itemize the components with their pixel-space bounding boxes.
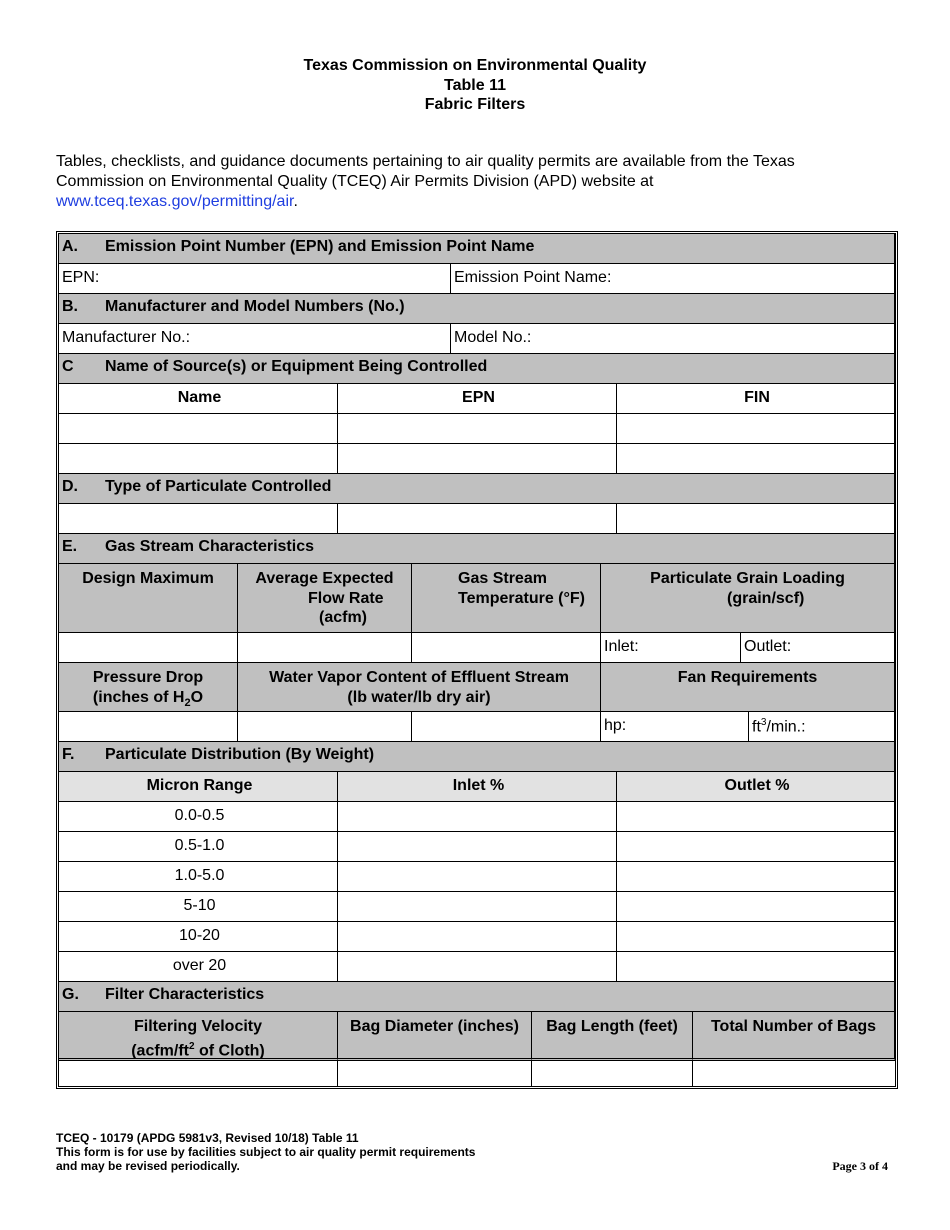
ft-label-rest: /min.: [766,718,806,736]
manufacturer-no-label: Manufacturer No.: [62,329,191,346]
section-title: Emission Point Number (EPN) and Emission Point Name [105,238,535,255]
inlet-percent-input[interactable] [338,802,617,832]
section-title: Particulate Distribution (By Weight) [105,746,375,763]
section-title: Name of Source(s) or Equipment Being Controlled [105,358,488,375]
col-header-epn: EPN [338,384,617,414]
outlet-percent-input[interactable] [617,862,895,892]
section-a-header [59,234,895,264]
filtering-velocity-input[interactable] [59,1061,338,1086]
micron-range-cell: 5-10 [59,892,338,922]
section-letter: D. [62,478,78,495]
intro-text: Tables, checklists, and guidance documents pertaining to air quality permits are available from the Texas Commission on Environmental Quality (TCEQ) Air Permits Division (APD) website at [56,153,795,190]
emission-point-name-field[interactable] [451,264,895,294]
gas-temp-line1: Gas Stream [458,570,547,587]
section-letter: G. [62,986,79,1003]
source-name-input[interactable] [59,444,338,474]
col-header-fin: FIN [617,384,895,414]
section-title: Type of Particulate Controlled [105,478,332,495]
water-vapor-input[interactable] [238,712,412,742]
hp-label: hp: [604,717,627,734]
form-footer [56,1131,475,1173]
source-fin-input[interactable] [617,414,895,444]
design-maximum-input[interactable] [59,633,238,663]
outlet-percent-input[interactable] [617,922,895,952]
document-header [0,56,950,115]
outlet-percent-input[interactable] [617,802,895,832]
filtering-velocity-header [59,1012,338,1061]
velocity-unit-close: of Cloth) [194,1041,265,1059]
bag-length-header: Bag Length (feet) [532,1012,693,1061]
usage-note-line2: and may be revised periodically. [56,1159,240,1173]
section-c-header [59,354,895,384]
ft-label: ft [752,718,761,736]
ft-superscript: 3 [760,717,767,728]
velocity-unit-superscript: 2 [189,1040,195,1052]
pressure-unit-close: O [190,688,204,706]
section-letter: A. [62,238,78,255]
velocity-unit-open: (acfm/ft [131,1041,189,1059]
section-f-header [59,742,895,772]
pressure-unit-open: (inches of H [92,688,185,706]
section-e-header [59,534,895,564]
gas-temp-line2: Temperature (°F) [458,589,586,607]
bag-diameter-input[interactable] [338,1061,532,1086]
section-title: Filter Characteristics [105,986,265,1003]
micron-range-cell: 10-20 [59,922,338,952]
col-header-outlet-percent: Outlet % [617,772,895,802]
epn-label: EPN: [62,269,100,286]
outlet-percent-input[interactable] [617,832,895,862]
inlet-percent-input[interactable] [338,892,617,922]
micron-range-cell: 0.5-1.0 [59,832,338,862]
outlet-percent-input[interactable] [617,952,895,982]
source-fin-input[interactable] [617,444,895,474]
micron-range-cell: 1.0-5.0 [59,862,338,892]
section-d-header [59,474,895,504]
pressure-drop-header [59,663,238,712]
water-vapor-header [238,663,601,712]
source-epn-input[interactable] [338,414,617,444]
particulate-type-input[interactable] [617,504,895,534]
particulate-type-input[interactable] [338,504,617,534]
bag-length-input[interactable] [532,1061,693,1086]
flow-rate-line2: Flow Rate [308,589,384,607]
flow-rate-line3: (acfm) [319,609,368,626]
pressure-unit-subscript: 2 [184,696,191,709]
usage-note-line1: This form is for use by facilities subject to air quality permit requirements [56,1145,476,1159]
inlet-percent-input[interactable] [338,862,617,892]
fabric-filter-form [56,231,898,1089]
gas-temperature-header [412,564,601,633]
total-bags-input[interactable] [693,1061,895,1086]
apd-website-link[interactable]: www.tceq.texas.gov/permitting/air [56,193,294,210]
gas-temperature-input[interactable] [412,633,601,663]
pressure-drop-line1: Pressure Drop [92,669,204,686]
flow-rate-line1: Average Expected [255,570,394,587]
section-b-header [59,294,895,324]
agency-name: Texas Commission on Environmental Quality [303,57,647,74]
outlet-label: Outlet: [744,638,792,655]
micron-range-cell: 0.0-0.5 [59,802,338,832]
model-no-label: Model No.: [454,329,532,346]
section-letter: E. [62,538,78,555]
section-title: Gas Stream Characteristics [105,538,314,555]
inlet-percent-input[interactable] [338,832,617,862]
section-letter: C [62,358,74,375]
grain-inlet-field[interactable] [601,633,741,663]
micron-range-cell: over 20 [59,952,338,982]
design-maximum-header: Design Maximum [59,564,238,633]
flow-rate-header [238,564,412,633]
pressure-drop-line2 [59,688,237,713]
water-vapor-line2: (lb water/lb dry air) [347,688,491,706]
epn-field[interactable] [59,264,451,294]
col-header-inlet-percent: Inlet % [338,772,617,802]
manufacturer-no-field[interactable] [59,324,451,354]
particulate-type-input[interactable] [59,504,338,534]
section-title: Manufacturer and Model Numbers (No.) [105,298,405,315]
total-bags-header: Total Number of Bags [693,1012,895,1061]
intro-paragraph [56,152,886,212]
emission-point-name-label: Emission Point Name: [454,269,612,286]
pressure-drop-input[interactable] [59,712,238,742]
inlet-label: Inlet: [604,638,639,655]
section-letter: F. [62,746,75,763]
grain-loading-line1: Particulate Grain Loading [650,570,845,587]
page-number: Page 3 of 4 [832,1159,888,1173]
grain-loading-header [601,564,895,633]
intro-period: . [293,193,298,210]
outlet-percent-input[interactable] [617,892,895,922]
flow-rate-input[interactable] [238,633,412,663]
section-letter: B. [62,298,78,315]
filtering-velocity-line1: Filtering Velocity [133,1018,263,1035]
grain-loading-line2: (grain/scf) [727,589,805,607]
form-id: TCEQ - 10179 (APDG 5981v3, Revised 10/18) Table 11 [56,1131,359,1145]
model-no-field[interactable] [451,324,895,354]
source-name-input[interactable] [59,414,338,444]
table-number: Table 11 [444,76,506,94]
table-subject: Fabric Filters [424,96,526,113]
filtering-velocity-line2 [59,1037,337,1061]
inlet-percent-input[interactable] [338,952,617,982]
bag-diameter-header: Bag Diameter (inches) [338,1012,532,1061]
inlet-percent-input[interactable] [338,922,617,952]
fan-requirements-header: Fan Requirements [601,663,895,712]
water-vapor-line1: Water Vapor Content of Effluent Stream [269,669,569,686]
col-header-micron-range: Micron Range [59,772,338,802]
fan-hp-field[interactable] [601,712,749,742]
grain-outlet-field[interactable] [741,633,895,663]
source-epn-input[interactable] [338,444,617,474]
fan-flow-field[interactable] [749,712,895,742]
section-g-header [59,982,895,1012]
col-header-name: Name [59,384,338,414]
water-vapor-input[interactable] [412,712,601,742]
